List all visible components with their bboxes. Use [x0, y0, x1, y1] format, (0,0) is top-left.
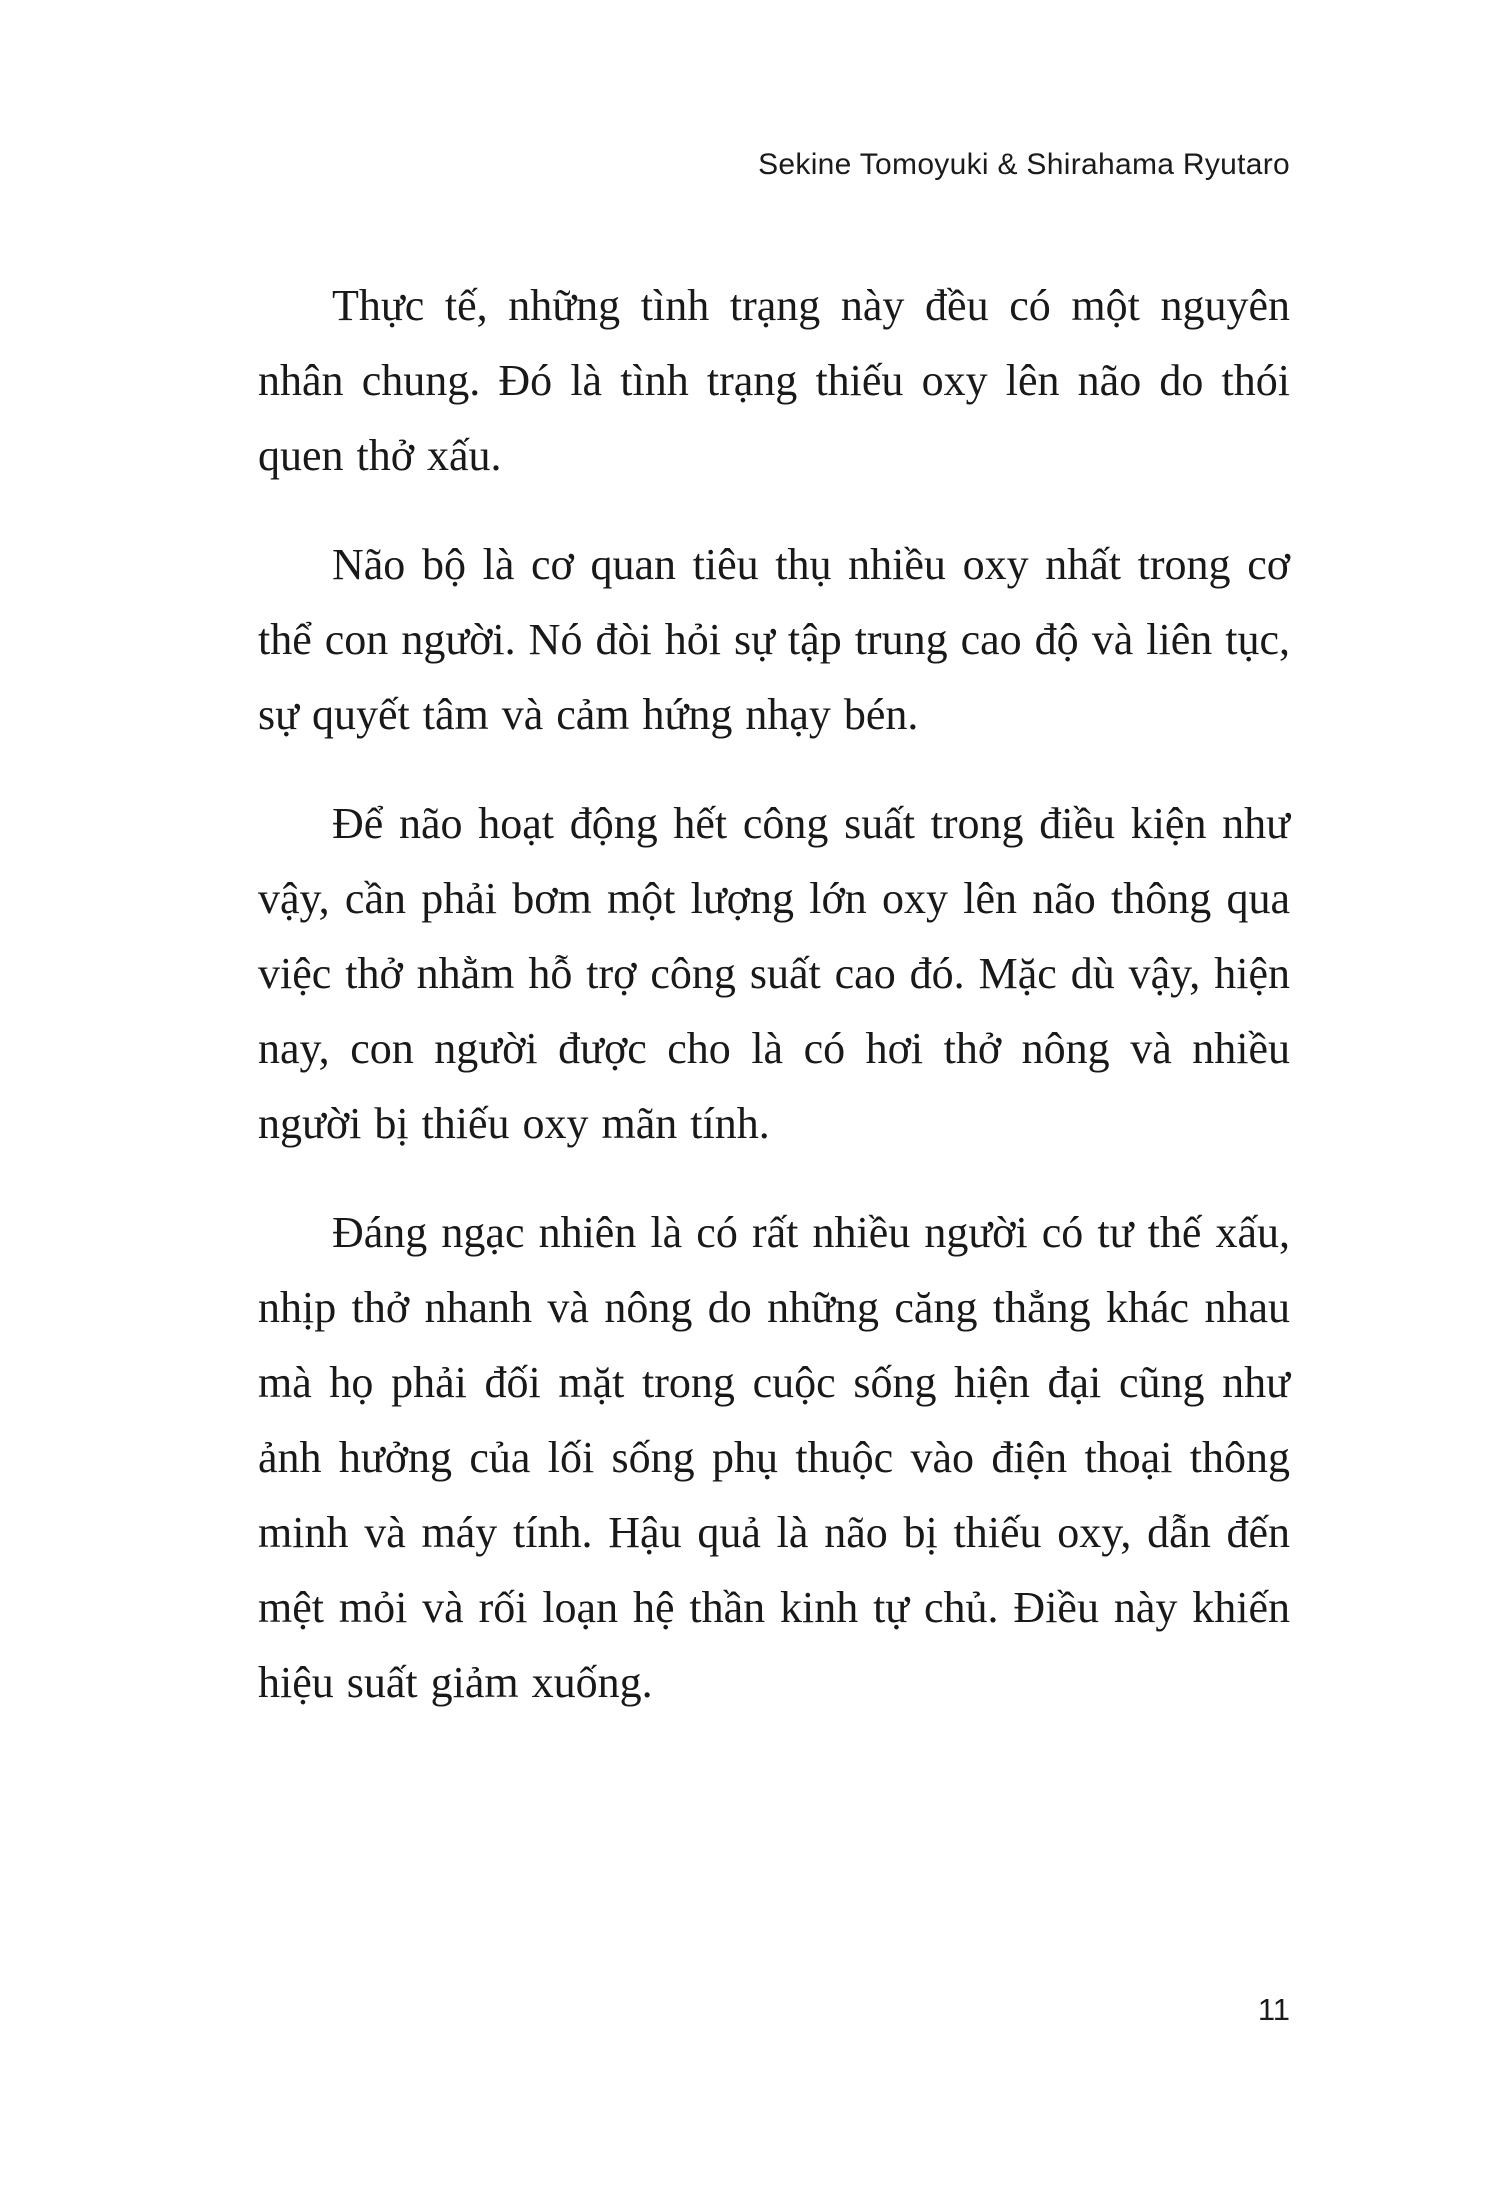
body-text	[258, 268, 1290, 1720]
page-container	[258, 0, 1290, 2200]
paragraph: Não bộ là cơ quan tiêu thụ nhiều oxy nhất trong cơ thể con người. Nó đòi hỏi sự tập trung cao độ và liên tục, sự quyết tâm và cảm hứng nhạy bén.	[258, 540, 1290, 739]
page-number: 11	[1257, 1992, 1290, 2027]
paragraph: Đáng ngạc nhiên là có rất nhiều người có tư thế xấu, nhịp thở nhanh và nông do những căng thẳng khác nhau mà họ phải đối mặt trong cuộc sống hiện đại cũng như ảnh hưởng của lối sống phụ thuộc vào điện thoại thông minh và máy tính. Hậu quả là não bị thiếu oxy, dẫn đến mệt mỏi và rối loạn hệ thần kinh tự chủ. Điều này khiến hiệu suất giảm xuống.	[258, 1208, 1290, 1707]
paragraph: Để não hoạt động hết công suất trong điều kiện như vậy, cần phải bơm một lượng lớn oxy lên não thông qua việc thở nhằm hỗ trợ công suất cao đó. Mặc dù vậy, hiện nay, con người được cho là có hơi thở nông và nhiều người bị thiếu oxy mãn tính.	[258, 799, 1290, 1148]
running-header: Sekine Tomoyuki & Shirahama Ryutaro	[758, 148, 1290, 181]
paragraph: Thực tế, những tình trạng này đều có một nguyên nhân chung. Đó là tình trạng thiếu oxy lên não do thói quen thở xấu.	[258, 281, 1290, 480]
